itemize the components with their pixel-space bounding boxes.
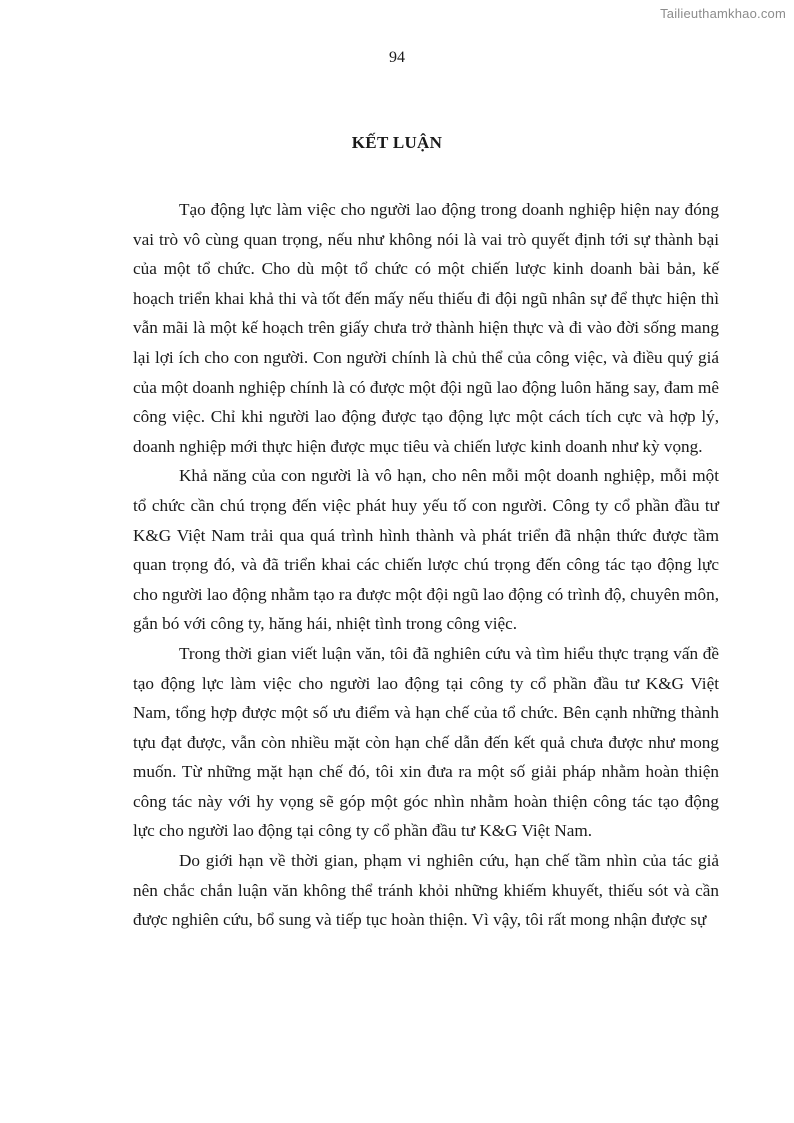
watermark: Tailieuthamkhao.com <box>660 6 786 21</box>
paragraph-3: Trong thời gian viết luận văn, tôi đã nghiên cứu và tìm hiểu thực trạng vấn đề tạo động lực làm việc cho người lao động tại công ty cổ phần đầu tư K&G Việt Nam, tổng hợp được một số ưu điểm và hạn chế của tổ chức. Bên cạnh những thành tựu đạt được, vẫn còn nhiều mặt còn hạn chế dẫn đến kết quả chưa được như mong muốn. Từ những mặt hạn chế đó, tôi xin đưa ra một số giải pháp nhằm hoàn thiện công tác này với hy vọng sẽ góp một góc nhìn nhằm hoàn thiện công tác tạo động lực cho người lao động tại công ty cổ phần đầu tư K&G Việt Nam. <box>133 643 719 841</box>
paragraph-2: Khả năng của con người là vô hạn, cho nên mỗi một doanh nghiệp, mỗi một tổ chức cần chú trọng đến việc phát huy yếu tố con người. Công ty cổ phần đầu tư K&G Việt Nam trải qua quá trình hình thành và phát triển đã nhận thức được tầm quan trọng đó, và đã triển khai các chiến lược chú trọng đến công tác tạo động lực cho người lao động nhằm tạo ra được một đội ngũ lao động có trình độ, chuyên môn, gắn bó với công ty, hăng hái, nhiệt tình trong công việc. <box>133 466 719 634</box>
paragraph-4: Do giới hạn về thời gian, phạm vi nghiên cứu, hạn chế tầm nhìn của tác giả nên chắc chắn luận văn không thể tránh khỏi những khiếm khuyết, thiếu sót và cần được nghiên cứu, bổ sung và tiếp tục hoàn thiện. Vì vậy, tôi rất mong nhận được sự <box>133 851 719 930</box>
paragraph-1: Tạo động lực làm việc cho người lao động trong doanh nghiệp hiện nay đóng vai trò vô cùng quan trọng, nếu như không nói là vai trò quyết định tới sự thành bại của một tổ chức. Cho dù một tổ chức có một chiến lược kinh doanh bài bản, kế hoạch triển khai khả thi và tốt đến mấy nếu thiếu đi đội ngũ nhân sự để thực hiện thì vẫn mãi là một kế hoạch trên giấy chưa trở thành hiện thực và đi vào đời sống mang lại lợi ích cho con người. Con người chính là chủ thể của công việc, và điều quý giá của một doanh nghiệp chính là có được một đội ngũ lao động luôn hăng say, đam mê công việc. Chỉ khi người lao động được tạo động lực một cách tích cực và hợp lý, doanh nghiệp mới thực hiện được mục tiêu và chiến lược kinh doanh như kỳ vọng. <box>133 200 719 456</box>
page-number: 94 <box>389 49 405 66</box>
page-title: KẾT LUẬN <box>351 133 443 152</box>
document-body <box>133 195 719 935</box>
